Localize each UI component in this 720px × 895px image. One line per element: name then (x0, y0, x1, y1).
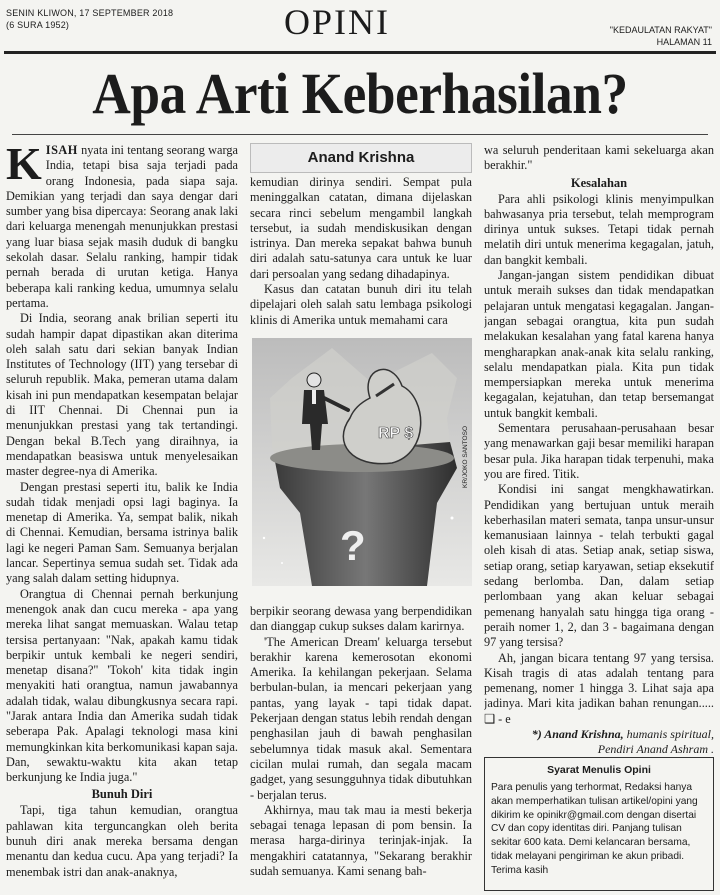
article-paragraph: 'The American Dream' keluarga tersebut berakhir karena kemerosotan ekonomi Amerika. Ia kehilangan pekerjaan. Selama berbulan-bulan, ia mencari pekerjaan yang pantas, yang layak - tapi tidak dapat. Pekerjaan dengan status lebih rendah dengan penghasilan jauh di bawah penghasilan sebelumnya tidak masuk akal. Sementara cicilan mulai rumah, dan segala macam gadget, yang sesungguhnya tidak dibutuhkan - berjalan terus. (250, 634, 472, 802)
question-mark: ? (340, 522, 366, 569)
illustration-credit: KR/JOKO SANTOSO (462, 425, 469, 488)
header-publication (610, 24, 712, 48)
guidelines-body (491, 781, 707, 878)
author-name: *) Anand Krishna, (531, 726, 624, 741)
article-paragraph: Jangan-jangan sistem pendidikan dibuat untuk meraih sukses dan tidak mendapatkan pelajaran untuk mengatasi kegagalan. Jangan-jangan sebagai orangtua, kita pun sudah melakukan kesalahan yang fatal karena hanya mengharapkan anak-anak kita selalu ranking, selalu mendapatkan piala. Kita pun tidak mempersiapkan mereka untuk menerima kegagalan, kejatuhan, dan tetap bersemangat untuk bangkit kembali. (484, 268, 714, 420)
section-title: OPINI (284, 2, 390, 42)
guidelines-line: akan memperhatikan tulisan artikel/opini yang (491, 795, 698, 807)
subhead-kesalahan: Kesalahan (570, 175, 628, 190)
article-paragraph: wa seluruh penderitaan kami sekeluarga akan berakhir." (484, 143, 714, 173)
date-line-1: SENIN KLIWON, 17 SEPTEMBER 2018 (6, 8, 174, 18)
page-number: HALAMAN 11 (656, 37, 712, 47)
article-column-2-bottom (250, 604, 472, 895)
guidelines-title: Syarat Menulis Opini (547, 764, 651, 776)
guidelines-line: dikirim ke opinikr@gmail.com dengan disertai (491, 809, 697, 821)
article-column-3 (484, 143, 714, 753)
dropcap: K (6, 143, 42, 189)
bag-label: RP $ (378, 425, 414, 442)
publication-name: "KEDAULATAN RAKYAT" (609, 25, 712, 35)
headline: Apa Arti Keberhasilan? (92, 61, 628, 126)
article-paragraph: kemudian dirinya sendiri. Sempat pula meninggalkan catatan, dimana dijelaskan secara rinci sebelum mengambil langkah tersebut, ia sudah mendiskusikan dengan istrinya. Dan mereka sepakat bahwa bunuh diri adalah satu-satunya cara untuk ke luar dari persoalan yang sedang dihadapinya. (250, 175, 472, 281)
submission-guidelines-box (484, 757, 714, 891)
article-paragraph: Kasus dan catatan bunuh diri itu telah dipelajari oleh salah satu lembaga psikologi klinis di Amerika untuk memahami cara (250, 282, 472, 327)
article-paragraph: Akhirnya, mau tak mau ia mesti bekerja sebagai tenaga lepasan di pom bensin. Ia merasa harga-dirinya terinjak-injak. Ia mengakhiri catatannya, "Sekarang berakhir sudah semuanya. Kami senang bah- (250, 802, 472, 879)
author-role: humanis spiritual, (623, 726, 714, 741)
header-date (6, 7, 173, 31)
article-paragraph (6, 143, 238, 311)
article-column-1 (6, 143, 238, 895)
article-paragraph: Di India, seorang anak brilian seperti itu sudah hampir dapat dipastikan akan diterima oleh salah satu dari sekian banyak Indian Institutes of Technology (IIT) yang tersebar di seluruh republik. Maka, pemeran utama dalam kisah ini pun mendapatkan kesempatan belajar di IIT Chennai. Di Chennai pun ia menunjukkan prestasi yang tak tertandingi. Dengan bekal B.Tech yang diraihnya, ia mendapatkan beasiswa untuk menyelesaikan master degree-nya di Amerika. (6, 311, 238, 479)
guidelines-line: sekitar 600 kata. Demi kelancaran bersama, (491, 837, 691, 849)
guidelines-line: Para penulis yang terhormat, Redaksi hanya (491, 782, 693, 793)
byline: Anand Krishna (250, 143, 472, 173)
article-paragraph: Kondisi ini sangat mengkhawatirkan. Pendidikan yang bertujuan untuk meraih keberhasilan materi semata, tanpa unsur-unsur kemanusiaan lainnya - telah terbukti gagal oleh kisah di atas. Setiap anak, setiap siswa, setiap orang, setiap karyawan, setiap eksekutif sedang berlomba. Dan, dalam setiap perlombaan yang akan keluar sebagai pemenang hanyalah satu hingga tiga orang - peraih nomer 1, 2, dan 3 - bagaimana dengan 97 yang tersisa? (484, 482, 714, 650)
paragraph-text: nyata ini tentang seorang warga India, tetapi bisa saja terjadi pada orang Indonesia, pada siapa saja. Demikian yang terjadi dan saya dengar dari sumber yang bisa dipercaya: Seorang anak laki dari keluarga menengah menunjukkan prestasi yang luar biasa sejak masih duduk di bangku sekolah dasar. Selalu ranking, hampir tidak pernah berada di urutan ketiga. Hanya beberapa kali ranking kedua, umumnya selalu pertama. (6, 143, 238, 310)
article-paragraph: Para ahli psikologi klinis menyimpulkan bahwasanya pria tersebut, telah memprogram dirinya untuk sukses. Tetapi tidak pernah melatih diri untuk menerima kegagalan, jatuh, dan bangkit kembali. (484, 191, 714, 267)
article-paragraph: Sementara perusahaan-perusahaan besar yang menawarkan gaji besar memiliki harapan besar pula. Jika harapan tidak terpenuhi, maka you are fired. Titik. (484, 421, 714, 481)
illustration (252, 338, 472, 586)
date-line-2: (6 SURA 1952) (6, 20, 70, 30)
subhead-bunuh-diri: Bunuh Diri (91, 787, 153, 802)
guidelines-line: tidak melayani pengiriman ke akun pribadi. (491, 850, 685, 862)
lead-word: ISAH (45, 143, 78, 157)
author-affiliation: Pendiri Anand Ashram . (597, 741, 714, 753)
article-paragraph: Ah, jangan bicara tentang 97 yang tersisa. Kisah tragis di atas adalah tentang para pemenang, nomer 1 hingga 3. Lihat saja apa jadinya. Mari kita jadikan bahan renungan..... ❑ - e (484, 650, 714, 726)
article-paragraph: berpikir seorang dewasa yang berpendidikan dan dianggap cukup sukses dalam karirnya. (250, 604, 472, 634)
header-rule (4, 51, 716, 54)
guidelines-line: CV dan copy identitas diri. Panjang tulisan (491, 823, 682, 835)
article-paragraph: Orangtua di Chennai pernah berkunjung menengok anak dan cucu mereka - apa yang mereka lihat sangat memuaskan. Walau tetap tersisa pertanyaan: "Nak, apakah kamu tidak berpikir untuk kembali ke negeri sendiri, menetap disana?" 'Tokoh' kita tidak ingin menyakiti hati orangtua, namun jawabannya adalah tidak, walau dibungkusnya secara rapi. "Jarak antara India dan Amerika sudah tidak seberapa Pak. Apalagi teknologi masa kini memungkinkan kita berkomunikasi kapan saja. Dan, sewaktu-waktu kita akan tetap berkunjung ke India juga." (6, 586, 238, 785)
headline-rule (12, 134, 708, 135)
article-paragraph: Tapi, tiga tahun kemudian, orangtua pahlawan kita terguncangkan oleh berita bunuh diri anak mereka bersama dengan menantu dan kedua cucu. Apa yang terjadi? Ia menembak istri dan anak-anaknya, (6, 803, 238, 879)
article-paragraph: Dengan prestasi seperti itu, balik ke India sudah tidak menjadi opsi lagi baginya. Ia menetap di Amerika. Ya, sempat balik, nikah di Chennai. Kemudian, bersama istrinya balik lagi ke negeri Paman Sam. Semuanya berjalan lancar. Sepertinya semua sudah set. Tidak ada yang salah dalam setting hidupnya. (6, 479, 238, 586)
guidelines-line: Terima kasih (491, 864, 549, 876)
author-note (484, 727, 714, 753)
